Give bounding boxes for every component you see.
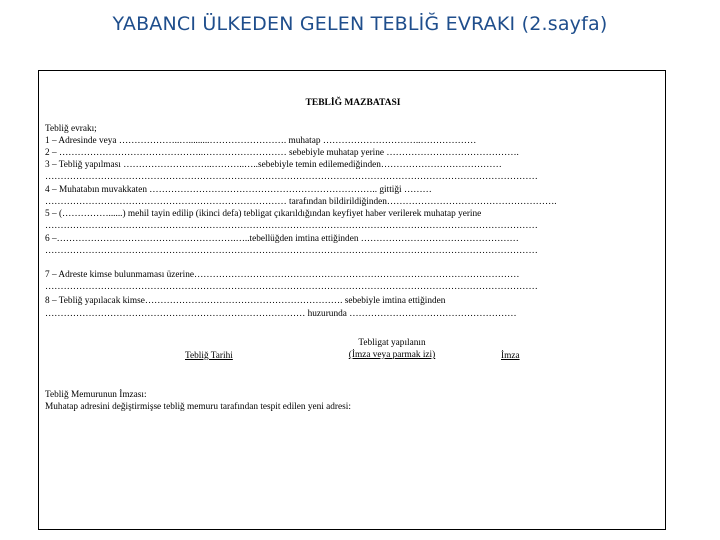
tebligat-form (38, 70, 666, 530)
form-line: 7 – Adreste kimse bulunmaması üzerine…………………………………………………………………………………………… (45, 270, 520, 280)
form-line: 8 – Tebliğ yapılacak kimse………………………………………………………. sebebiyle imtina ettiğinden (45, 296, 446, 306)
form-line: …………………………………………………………………………………………………………………………………………… (45, 282, 538, 292)
form-line: Tebliğ evrakı; (45, 124, 97, 134)
new-address-line: Muhatap adresini değiştirmişse tebliğ memuru tarafından tespit edilen yeni adresi: (45, 402, 351, 412)
recipient-label-line2: (İmza veya parmak izi) (348, 350, 436, 360)
form-line: 6 –………………………………………………….…..tebellüğden imtina ettiğinden …………………………………………… (45, 234, 519, 244)
form-line: …………………………………………………………………………………………………………………………………………… (45, 172, 538, 182)
form-line: 4 – Muhatabın muvakkaten ……………………………………………………………….. gittiği ……… (45, 185, 432, 195)
officer-signature-line: Tebliğ Memurunun İmzası: (45, 390, 147, 400)
mazbata-heading: TEBLİĞ MAZBATASI (305, 98, 401, 108)
form-line: 5 – (……………......) mehil tayin edilip (ikinci defa) tebligat çıkarıldığından keyfiyet haber verilerek muhatap yerine (45, 209, 482, 219)
slide-title: YABANCI ÜLKEDEN GELEN TEBLİĞ EVRAKI (2.sayfa) (112, 13, 608, 35)
teblig-date-label: Tebliğ Tarihi (185, 351, 233, 361)
form-line: …………………………………………………………………… tarafından bildirildiğinden………………………………………………. (45, 197, 557, 207)
form-line: 3 – Tebliğ yapılması ………………………..………..…..sebebiyle temin edilemediğinden………………………………… (45, 160, 502, 170)
recipient-label-line1: Tebligat yapılanın (358, 338, 426, 348)
signature-label: İmza (501, 351, 520, 361)
form-line: 2 – ………………………………………..……………………… sebebiyle muhatap yerine ……………………………………. (45, 148, 519, 158)
recipient-label (317, 337, 467, 361)
form-line: 1 – Adresinde veya ………………..….........……………………. muhatap …………………………..……………… (45, 136, 477, 146)
form-line: …………………………………………………………………………………………………………………………………………… (45, 246, 538, 256)
form-line: …………………………………………………………………………………………………………………………………………… (45, 221, 538, 231)
form-line: ………………………………………………………………………… huzurunda ……………………………………………… (45, 309, 517, 319)
